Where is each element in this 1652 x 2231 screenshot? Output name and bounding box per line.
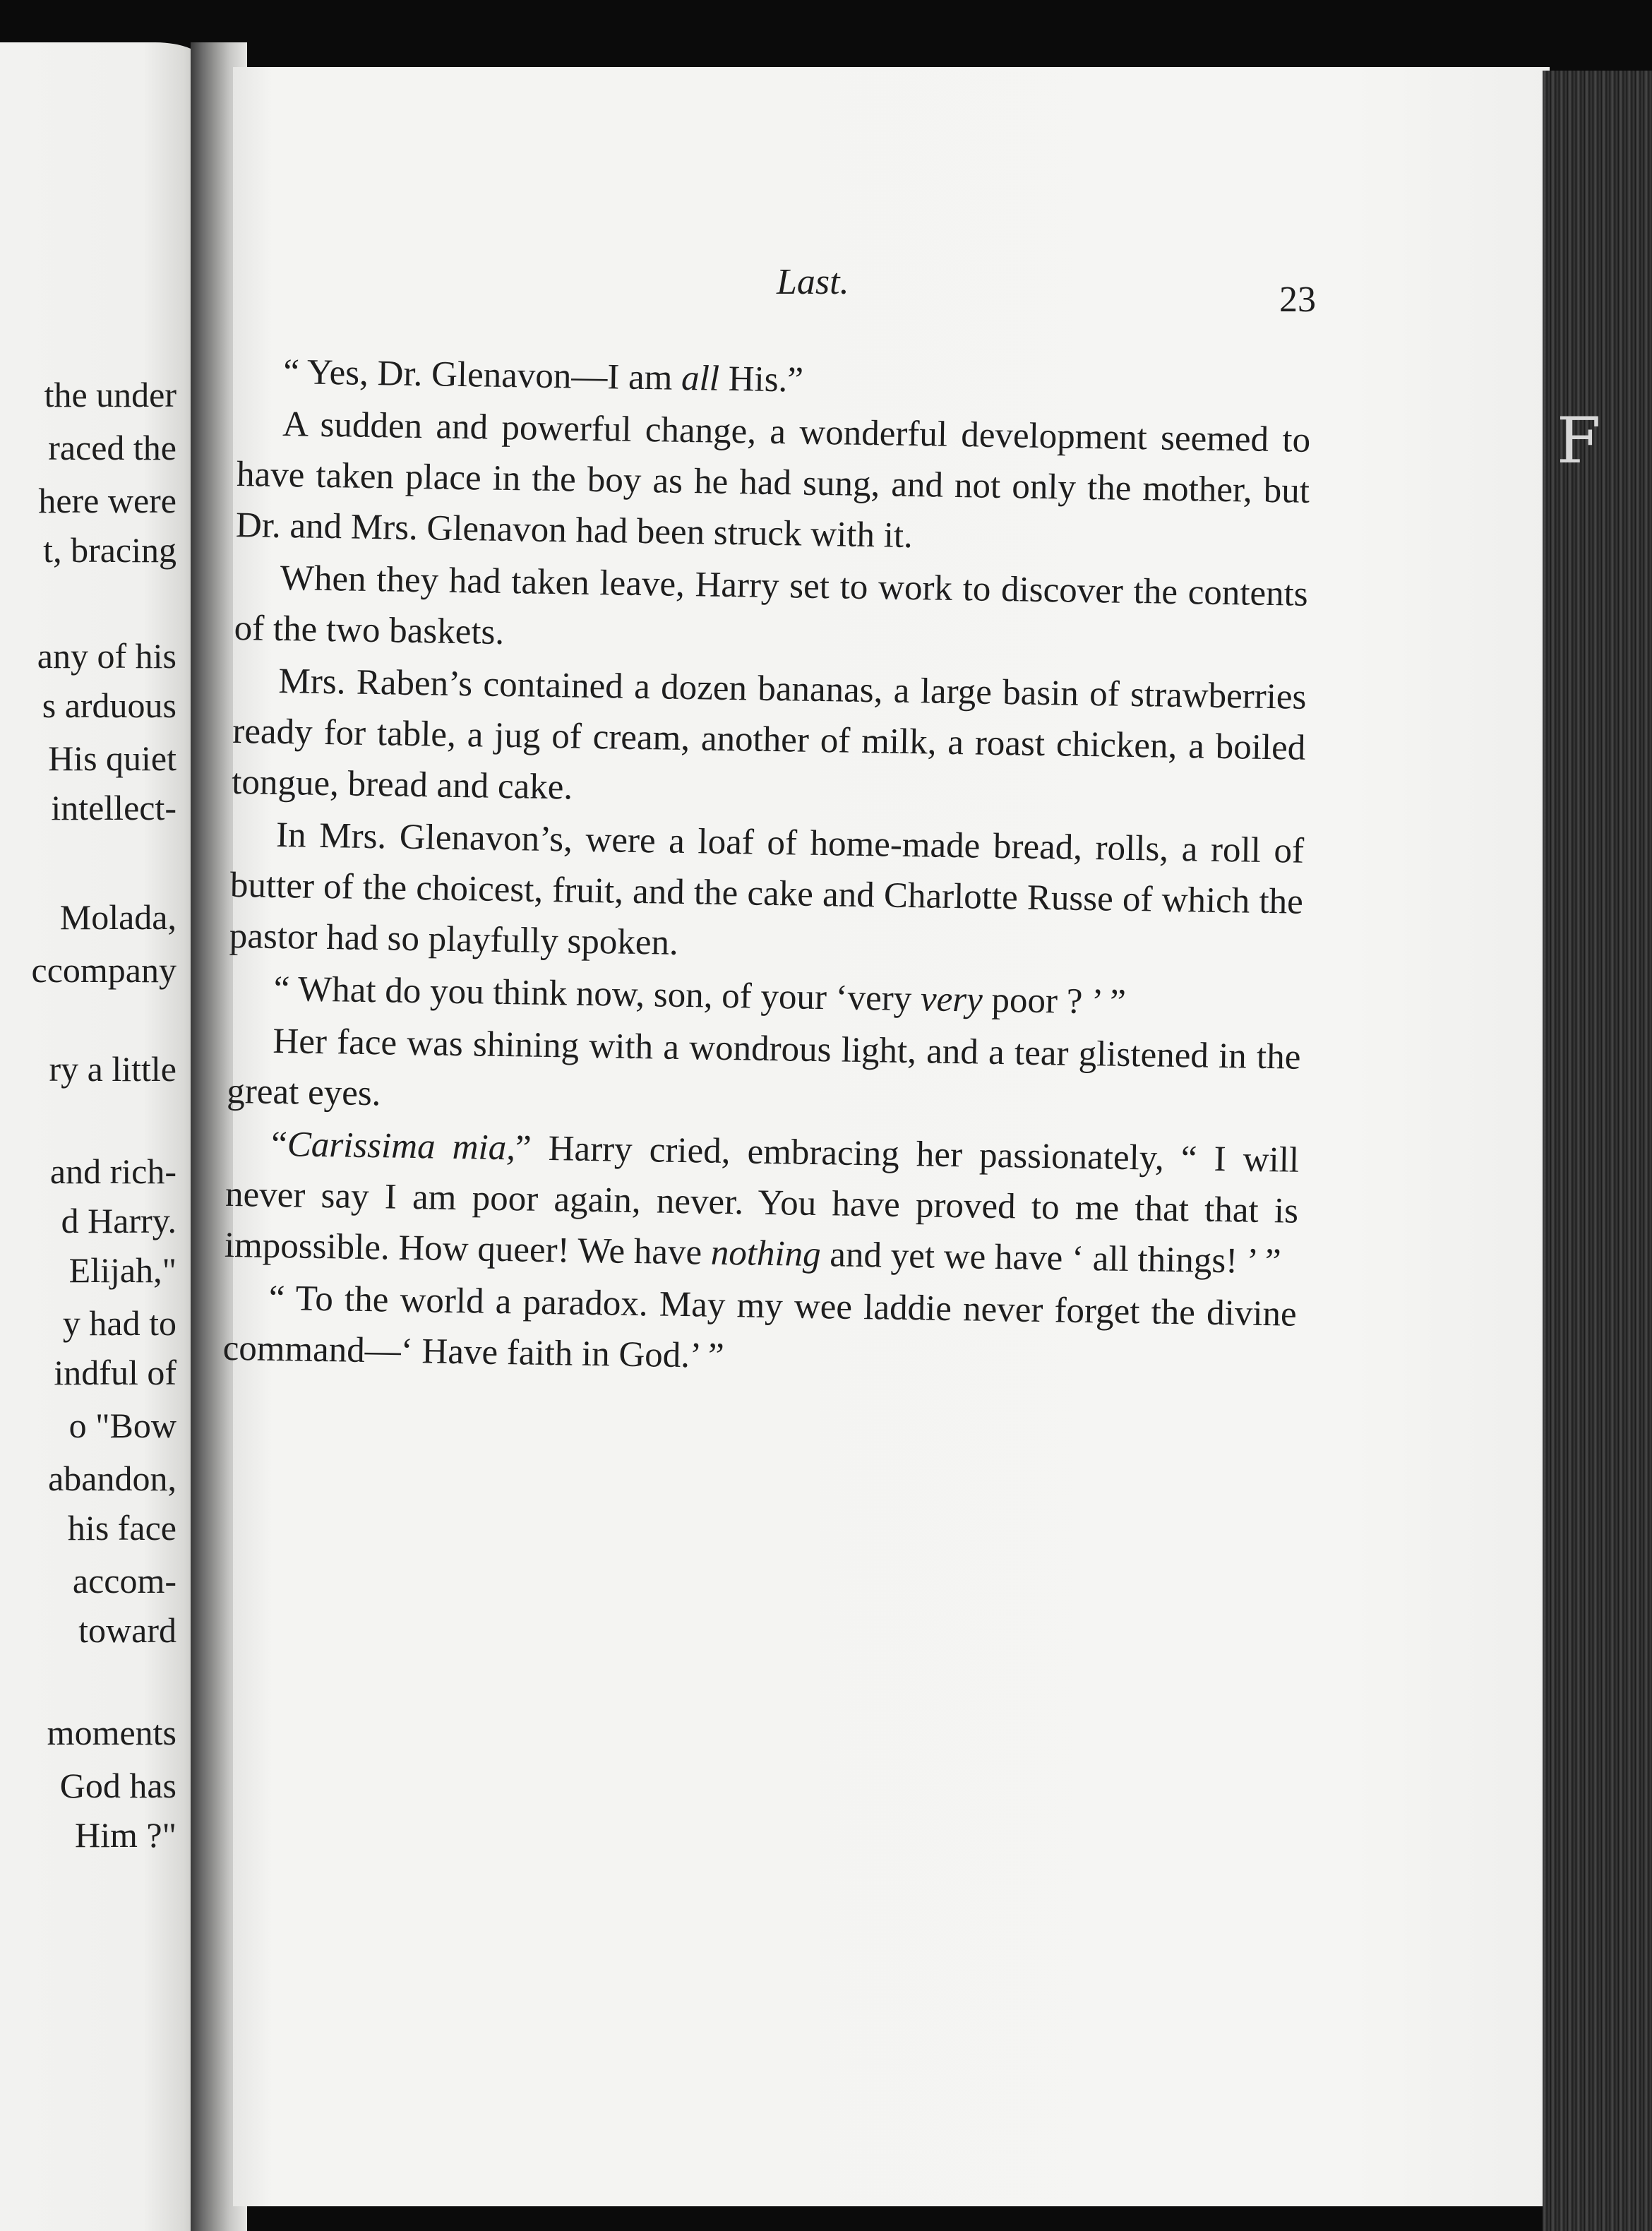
text-run: “ What do you think now, son, of your ‘very bbox=[273, 969, 921, 1019]
text-run: and yet we have ‘ all things! ’ ” bbox=[820, 1235, 1281, 1282]
text-run: A sudden and powerful change, a wonderful development seemed to have taken place in the boy as he had sung, and not only the mother, but Dr. and Mrs. Glenavon had been struck with it. bbox=[235, 404, 1311, 556]
text-run: “ To the world a paradox. May my wee laddie never forget the divine command—‘ Have faith in God.’ ” bbox=[222, 1278, 1298, 1376]
paragraph bbox=[224, 1118, 1299, 1288]
left-page-line: indful of bbox=[54, 1353, 176, 1392]
paragraph bbox=[222, 1272, 1297, 1391]
text-run: In Mrs. Glenavon’s, were a loaf of home-made bread, rolls, a roll of butter of the choicest, fruit, and the cake and Charlotte Russe of which the pastor had so playfully spoken. bbox=[229, 815, 1305, 963]
text-run: Her face was shining with a wondrous light, and a tear glistened in the great eyes. bbox=[226, 1021, 1301, 1114]
text-run: “ bbox=[270, 1124, 288, 1165]
left-page-line: Molada, bbox=[59, 897, 176, 937]
left-page-line: ccompany bbox=[31, 950, 176, 990]
text-run: ” Harry cried, embracing her passionately, “ I will never say I am poor again, never. You have proved to me that that is impossible. How queer! We have bbox=[224, 1128, 1300, 1273]
paragraph bbox=[232, 655, 1307, 825]
left-page-line: abandon, bbox=[48, 1459, 176, 1498]
left-page-line: his face bbox=[67, 1508, 176, 1548]
left-page-line: intellect- bbox=[51, 788, 176, 827]
left-page-line: ry a little bbox=[49, 1049, 176, 1089]
italic-text: Carissima mia, bbox=[287, 1125, 516, 1168]
running-head: Last. bbox=[777, 262, 849, 302]
left-page-line: Him ?" bbox=[75, 1815, 176, 1855]
left-page-line: y had to bbox=[62, 1303, 176, 1343]
text-run: Mrs. Raben’s contained a dozen bananas, a large basin of strawberries ready for table, a jug of cream, another of milk, a roast chicken, a boiled tongue, bread and cake. bbox=[231, 661, 1307, 808]
paragraph bbox=[229, 809, 1304, 979]
left-page-line: and rich- bbox=[49, 1152, 176, 1191]
italic-text: very bbox=[920, 979, 983, 1020]
left-page-line: here were bbox=[38, 481, 176, 520]
text-run: His.” bbox=[719, 359, 804, 400]
left-page-line: o "Bow bbox=[68, 1406, 176, 1445]
text-run: poor ? ’ ” bbox=[982, 980, 1127, 1022]
left-page-line: raced the bbox=[48, 428, 176, 467]
page-edge-mark: F bbox=[1557, 404, 1601, 478]
page-edges bbox=[1543, 71, 1652, 2231]
left-page-line: God has bbox=[59, 1766, 176, 1805]
left-page bbox=[0, 42, 205, 2231]
paragraph bbox=[235, 398, 1310, 568]
body-text bbox=[222, 346, 1312, 1392]
left-page-line: moments bbox=[47, 1713, 176, 1752]
text-run: “ Yes, Dr. Glenavon—I am bbox=[282, 352, 682, 398]
text-run: When they had taken leave, Harry set to work to discover the contents of the two baskets. bbox=[234, 558, 1309, 652]
page-number: 23 bbox=[1279, 280, 1316, 320]
left-page-line: d Harry. bbox=[61, 1201, 176, 1240]
left-page-line: s arduous bbox=[42, 686, 176, 725]
left-page-line: accom- bbox=[72, 1561, 176, 1601]
italic-text: all bbox=[681, 358, 720, 399]
paragraph bbox=[234, 552, 1308, 671]
paragraph bbox=[227, 1015, 1301, 1134]
left-page-line: Elijah," bbox=[68, 1250, 176, 1290]
left-page-line: the under bbox=[44, 375, 176, 414]
left-page-line: His quiet bbox=[48, 738, 176, 778]
left-page-line: toward bbox=[78, 1610, 176, 1650]
left-page-line: any of his bbox=[37, 636, 176, 676]
left-page-line: t, bracing bbox=[43, 530, 176, 570]
italic-text: nothing bbox=[710, 1233, 822, 1275]
